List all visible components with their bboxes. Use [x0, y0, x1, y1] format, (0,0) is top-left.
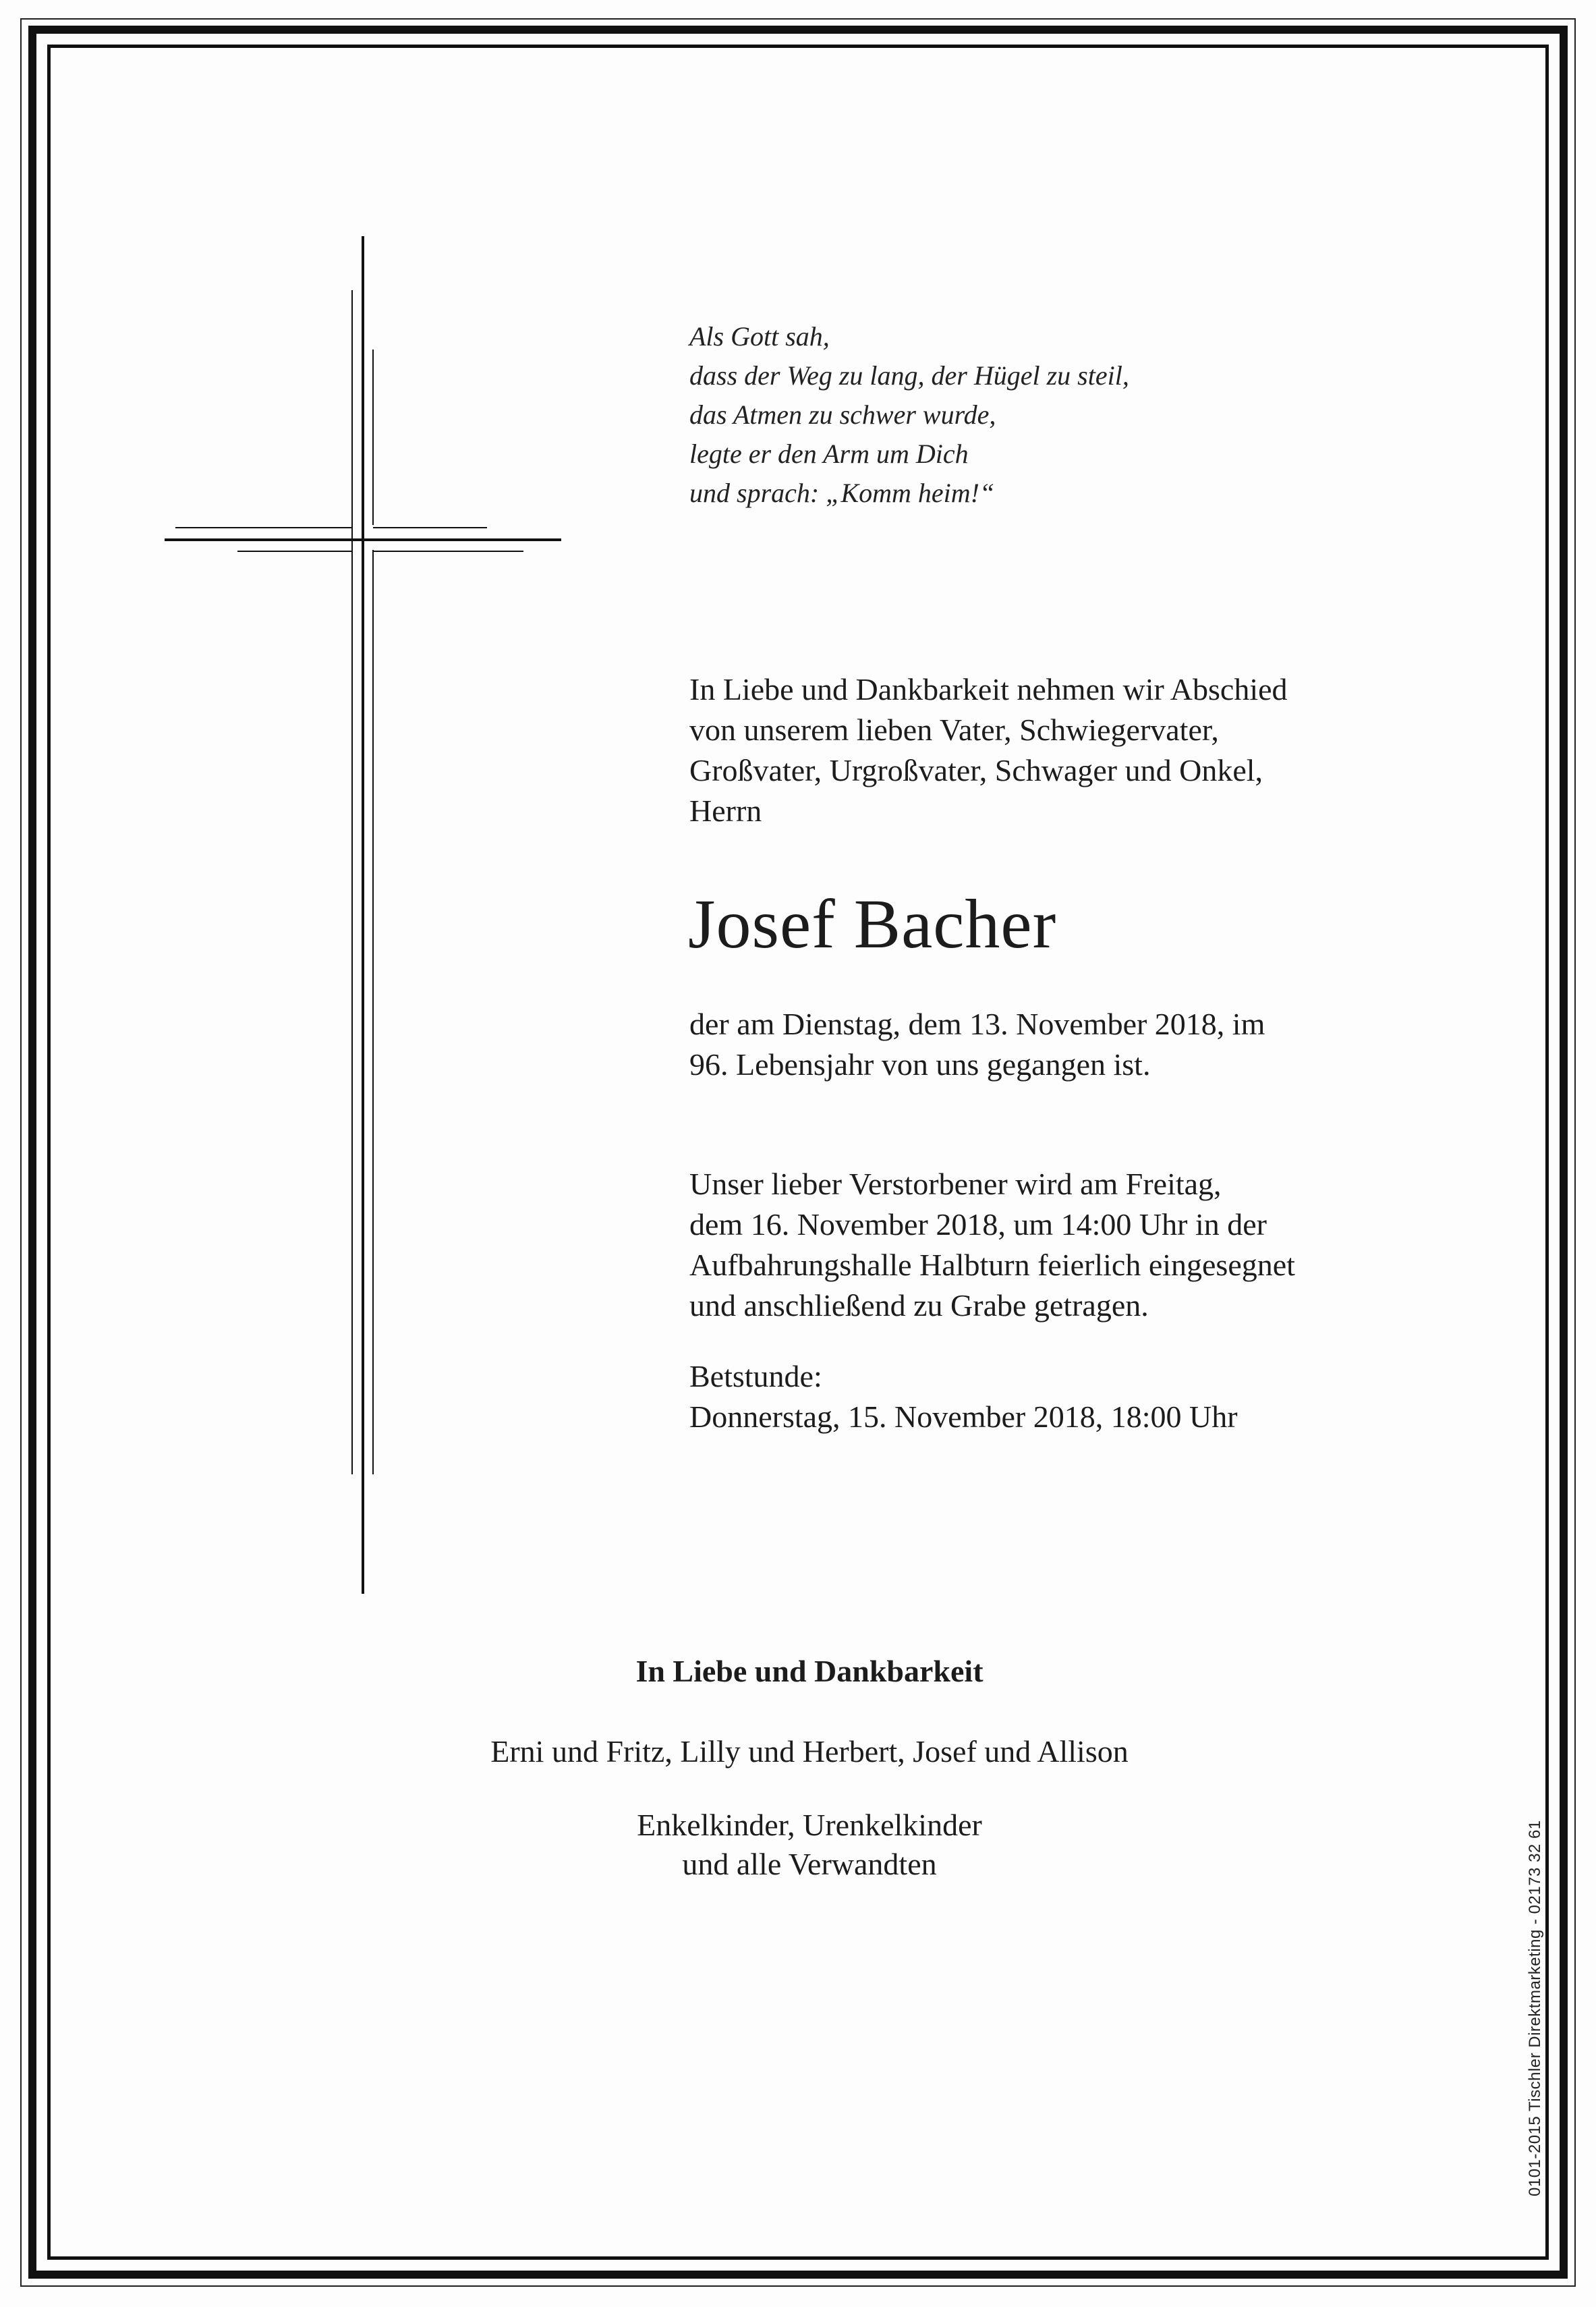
- intro-line: Großvater, Urgroßvater, Schwager und Onkel,: [689, 753, 1263, 787]
- death-notice: [689, 1004, 1431, 1085]
- poem-line: legte er den Arm um Dich: [689, 439, 969, 469]
- funeral-line: Unser lieber Verstorbener wird am Freitag,: [689, 1167, 1222, 1201]
- funeral-line: Aufbahrungshalle Halbturn feierlich eingesegnet: [689, 1248, 1295, 1282]
- death-notice-line: der am Dienstag, dem 13. November 2018, im: [689, 1007, 1265, 1041]
- printer-imprint: 0101-2015 Tischler Direktmarketing - 02173 32 61: [1526, 1820, 1544, 2196]
- poem-quote: [689, 317, 1296, 513]
- funeral-line: dem 16. November 2018, um 14:00 Uhr in der: [689, 1207, 1267, 1242]
- intro-paragraph: [689, 669, 1431, 831]
- closing-title: In Liebe und Dankbarkeit: [635, 1654, 984, 1688]
- prayer-hour: [689, 1356, 1431, 1437]
- intro-line: In Liebe und Dankbarkeit nehmen wir Abschied: [689, 672, 1288, 706]
- funeral-notice: [689, 1164, 1431, 1326]
- poem-line: und sprach: „Komm heim!“: [689, 478, 995, 508]
- deceased-name: Josef Bacher: [688, 885, 1057, 963]
- poem-line: das Atmen zu schwer wurde,: [689, 399, 996, 430]
- closing-family: Erni und Fritz, Lilly und Herbert, Josef und Allison: [490, 1734, 1129, 1769]
- prayer-label: Betstunde:: [689, 1359, 822, 1393]
- death-notice-line: 96. Lebensjahr von uns gegangen ist.: [689, 1047, 1151, 1082]
- closing-relatives-line: und alle Verwandten: [682, 1847, 937, 1881]
- prayer-datetime: Donnerstag, 15. November 2018, 18:00 Uhr: [689, 1399, 1238, 1434]
- poem-line: dass der Weg zu lang, der Hügel zu steil,: [689, 360, 1129, 391]
- funeral-line: und anschließend zu Grabe getragen.: [689, 1288, 1149, 1323]
- intro-line: von unserem lieben Vater, Schwiegervater,: [689, 713, 1219, 747]
- poem-line: Als Gott sah,: [689, 321, 830, 352]
- closing-relatives-line: Enkelkinder, Urenkelkinder: [637, 1808, 982, 1842]
- intro-line: Herrn: [689, 794, 762, 828]
- closing-relatives: [337, 1806, 1282, 1884]
